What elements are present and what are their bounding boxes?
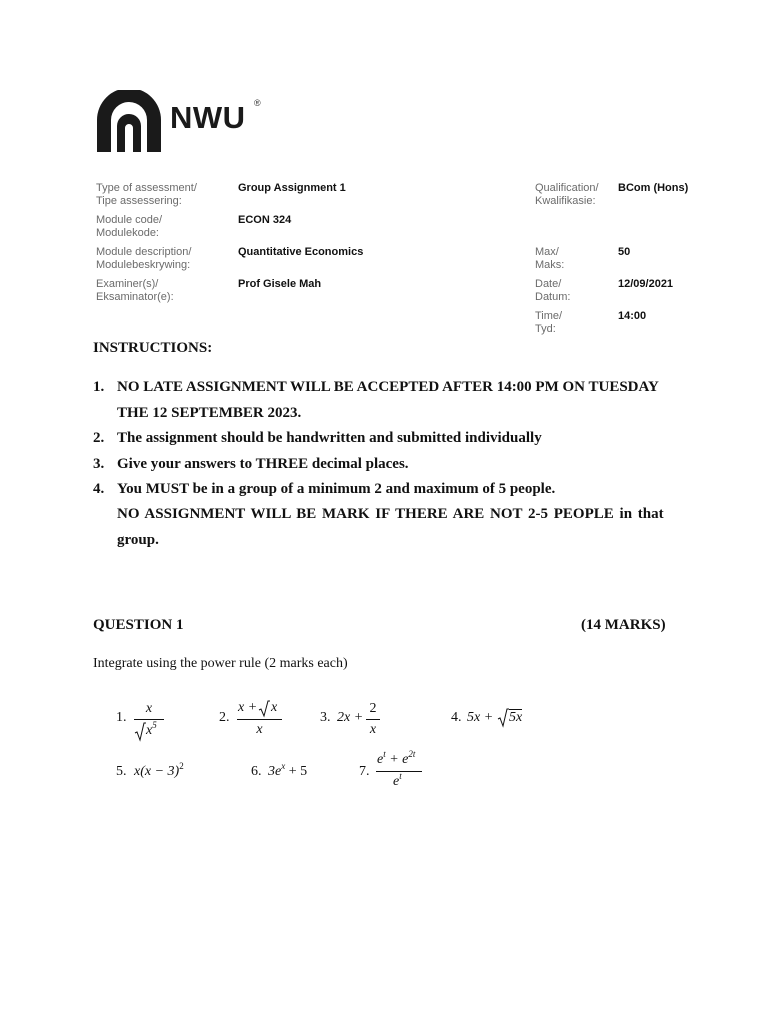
instruction-item: 3. Give your answers to THREE decimal places. <box>93 456 409 472</box>
square-root-icon <box>497 708 509 728</box>
time-value: 14:00 <box>618 310 647 322</box>
problem-number: 2. <box>219 710 230 725</box>
type-of-assessment-value: Group Assignment 1 <box>238 182 346 194</box>
question-title: QUESTION 1 <box>93 617 184 633</box>
examiner-value: Prof Gisele Mah <box>238 278 322 290</box>
date-label: Date/ Datum: <box>535 278 571 303</box>
problem-number: 7. <box>359 764 370 779</box>
registered-mark: ® <box>254 98 261 108</box>
logo-wordmark: NWU <box>170 100 246 135</box>
instruction-item: 1. NO LATE ASSIGNMENT WILL BE ACCEPTED AFTER 14:00 PM ON TUESDAY <box>93 379 659 395</box>
type-of-assessment-label: Type of assessment/ Tipe assessering: <box>96 182 197 207</box>
module-description-value: Quantitative Economics <box>238 246 364 258</box>
square-root-icon <box>258 700 270 718</box>
question-intro: Integrate using the power rule (2 marks each) <box>93 656 348 671</box>
nwu-logo <box>95 90 275 154</box>
instruction-continuation: NO ASSIGNMENT WILL BE MARK IF THERE ARE NOT 2-5 PEOPLE in that <box>117 506 664 522</box>
problem-number: 4. <box>451 710 462 725</box>
instruction-item: 2. The assignment should be handwritten and submitted individually <box>93 430 542 446</box>
question-marks: (14 MARKS) <box>581 617 666 633</box>
problem-number: 5. <box>116 764 127 779</box>
qualification-value: BCom (Hons) <box>618 182 689 194</box>
module-code-label: Module code/ Modulekode: <box>96 214 163 239</box>
max-value: 50 <box>618 246 631 258</box>
module-description-label: Module description/ Modulebeskrywing: <box>96 246 192 271</box>
max-label: Max/ Maks: <box>535 246 565 271</box>
problem-number: 6. <box>251 764 262 779</box>
date-value: 12/09/2021 <box>618 278 674 290</box>
examiner-label: Examiner(s)/ Eksaminator(e): <box>96 278 174 303</box>
qualification-label: Qualification/ Kwalifikasie: <box>535 182 599 207</box>
instruction-item: 4. You MUST be in a group of a minimum 2 and maximum of 5 people. <box>93 481 556 497</box>
problem-5-formula: $x(x - 3)^2$ <box>134 761 184 779</box>
instruction-continuation: THE 12 SEPTEMBER 2023. <box>117 405 302 421</box>
time-label: Time/ Tyd: <box>535 310 563 335</box>
problem-number: 3. <box>320 710 331 725</box>
problem-number: 1. <box>116 710 127 725</box>
problem-6-formula: $3e^x + 5$ <box>268 761 308 779</box>
module-code-value: ECON 324 <box>238 214 292 226</box>
instruction-continuation: group. <box>117 532 159 548</box>
nwu-emblem-icon <box>95 90 163 154</box>
instructions-heading: INSTRUCTIONS: <box>93 340 213 356</box>
square-root-icon <box>134 722 146 742</box>
